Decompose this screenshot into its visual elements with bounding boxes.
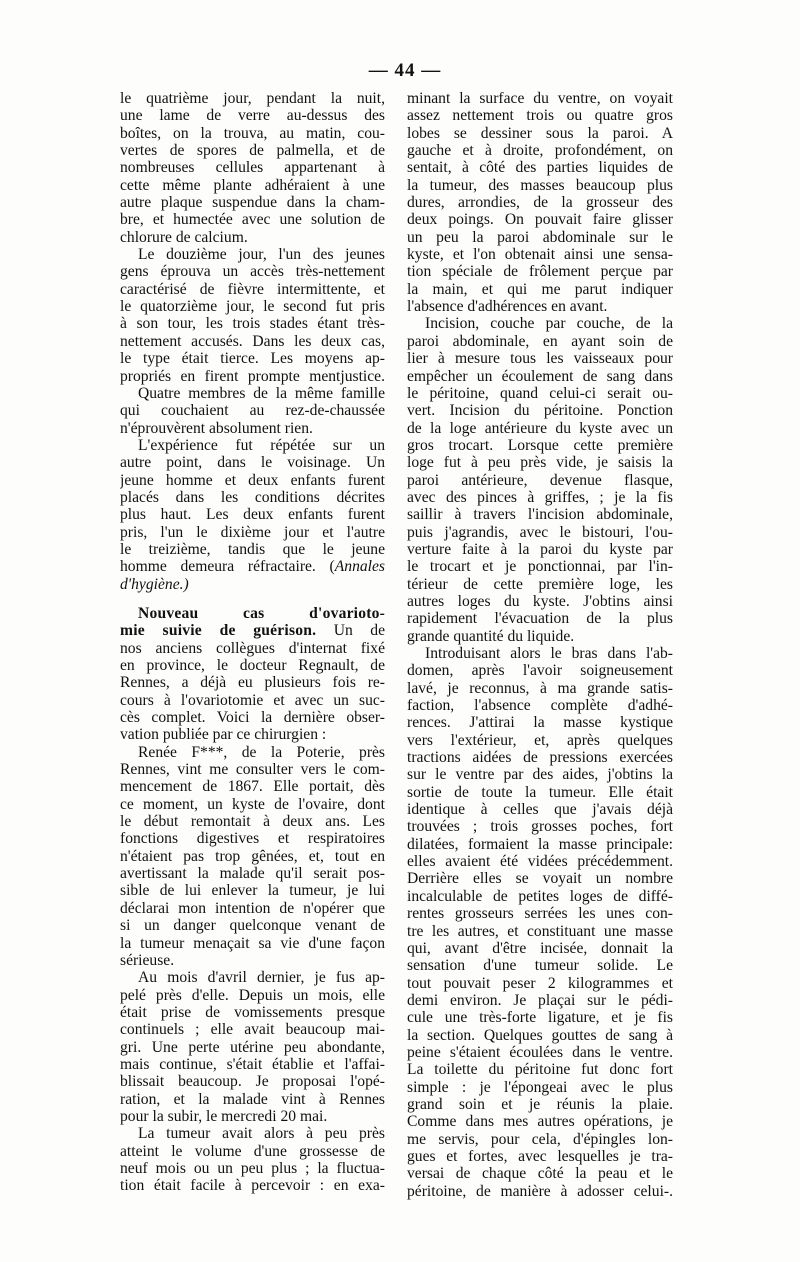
text-line: grand soin et je réunis la plaie. — [407, 1095, 673, 1113]
text-line: grande quantité du liquide. — [407, 627, 575, 645]
text-line: bre, et humectée avec une solution de — [120, 211, 385, 229]
text-line: gauche et à droite, profondément, on — [407, 142, 673, 160]
text-line: Nouveau cas d'ovarioto- — [138, 604, 385, 622]
text-line: mais continue, s'était établie et l'affai- — [120, 1055, 385, 1073]
text-line: vers l'extérieur, et, après quelques — [407, 731, 673, 749]
text-line: térieur de cette première loge, les — [407, 575, 673, 593]
text-line: kyste, et l'on obtenait ainsi une sensa- — [407, 246, 673, 264]
text-line: Rennes, vint me consulter vers le com- — [120, 761, 385, 779]
text-line: Renée F***, de la Poterie, près — [138, 743, 385, 761]
text-line: nettement accusés. Dans les deux cas, — [120, 332, 385, 350]
text-line: cule une très-forte ligature, et je fis — [407, 1009, 673, 1027]
text-line: propriés en firent prompte mentjustice. — [120, 367, 385, 385]
text-line: péritoine, de manière à adosser celui-. — [407, 1182, 673, 1200]
text-line: gens éprouva un accès très-nettement — [120, 263, 385, 281]
text-line: Derrière elles se voyait un nombre — [407, 870, 673, 888]
text-line: en province, le docteur Regnault, de — [120, 657, 385, 674]
text-line: sible de lui enlever la tumeur, je lui — [120, 882, 385, 900]
text-line: gros trocart. Lorsque cette première — [407, 436, 673, 454]
text-line: caractérisé de fièvre intermittente, et — [120, 280, 385, 298]
text-line: demi environ. Je plaçai sur le pédi- — [407, 991, 673, 1009]
text-line: Rennes, a déjà eu plusieurs fois re- — [120, 674, 385, 692]
text-line: était prise de vomissements presque — [120, 1003, 385, 1021]
text-line: qui couchaient au rez-de-chaussée — [120, 402, 385, 420]
text-line: empêcher un écoulement de sang dans — [407, 367, 673, 385]
text-line: simple : je l'épongeai avec le plus — [407, 1078, 673, 1096]
text-line: me servis, pour cela, d'épingles lon- — [407, 1130, 673, 1148]
text-line: avertissant la malade qu'il serait pos- — [120, 865, 385, 883]
text-line: si un danger quelconque venant de — [120, 917, 385, 935]
text-line: rences. J'attirai la masse kystique — [407, 714, 673, 732]
text-line: dures, arrondies, de la grosseur des — [407, 194, 673, 212]
text-line: sur le ventre par des aides, j'obtins la — [407, 766, 673, 784]
text-line: atteint le volume d'une grossesse de — [120, 1142, 385, 1160]
paragraph-gap — [120, 593, 385, 605]
text-line: lavé, je reconnus, à ma grande satis- — [407, 679, 673, 697]
text-line: Comme dans mes autres opérations, je — [407, 1113, 673, 1131]
text-line: domen, après l'avoir soigneusement — [407, 662, 673, 680]
text-line: saillir à travers l'incision abdominale, — [407, 506, 673, 524]
text-line: rapidement l'évacuation de la plus — [407, 610, 673, 628]
text-line: le trocart et je ponctionnai, par l'in- — [407, 558, 673, 576]
text-line: la tumeur menaçait sa vie d'une façon — [120, 934, 385, 952]
text-line: le péritoine, quand celui-ci serait ou- — [407, 384, 673, 402]
text-line: mie suivie de guérison. Un de — [120, 622, 385, 640]
text-line: Au mois d'avril dernier, je fus ap- — [138, 969, 385, 987]
text-line: le quatrième jour, pendant la nuit, — [120, 90, 385, 107]
text-line: dilatées, formaient la masse principale: — [407, 835, 673, 853]
text-line: la main, et qui me parut indiquer — [407, 280, 673, 298]
text-line: incalculable de petites loges de diffé- — [407, 887, 673, 905]
text-line: vert. Incision du péritoine. Ponction — [407, 402, 673, 420]
text-line: n'étaient pas trop gênées, et, tout en — [120, 847, 385, 865]
text-line: deux poings. On pouvait faire glisser — [407, 211, 673, 229]
text-line: autre point, dans le voisinage. Un — [120, 454, 385, 472]
page-number: — 44 — — [368, 60, 442, 81]
text-line: pelé près d'elle. Depuis un mois, elle — [120, 986, 385, 1004]
text-line: tout pouvait peser 2 kilogrammes et — [407, 974, 673, 992]
text-line: cette même plante adhéraient à une — [120, 176, 385, 194]
text-line: puis j'agrandis, avec le bistouri, l'ou- — [407, 523, 673, 541]
text-line: ce moment, un kyste de l'ovaire, dont — [120, 795, 385, 813]
text-line: versai de chaque côté la peau et le — [407, 1165, 673, 1183]
text-line: tion était facile à percevoir : en exa- — [120, 1177, 385, 1195]
text-line: homme demeura réfractaire. (Annales — [120, 558, 385, 576]
text-line: une lame de verre au-dessus des — [120, 107, 385, 125]
text-line: n'éprouvèrent absolument rien. — [120, 419, 313, 437]
text-line: cours à l'ovariotomie et avec un suc- — [120, 691, 385, 709]
text-line: continuels ; elle avait beaucoup mai- — [120, 1021, 385, 1039]
text-line: sensation d'une tumeur solide. Le — [407, 957, 673, 975]
text-line: sortie de toute la tumeur. Elle était — [407, 783, 673, 801]
text-line: la tumeur, des masses beaucoup plus — [407, 176, 673, 194]
left-column — [120, 90, 385, 1195]
text-line: Introduisant alors le bras dans l'ab- — [425, 645, 673, 662]
text-line: un peu la paroi abdominale sur le — [407, 228, 673, 246]
text-line: assez nettement trois ou quatre gros — [407, 107, 673, 125]
text-line: minant la surface du ventre, on voyait — [407, 90, 673, 107]
text-line: paroi abdominale, en ayant soin de — [407, 332, 673, 350]
text-line: la section. Quelques gouttes de sang à — [407, 1026, 673, 1044]
text-line: autres loges du kyste. J'obtins ainsi — [407, 592, 673, 610]
text-line: vation publiée par ce chirurgien : — [120, 726, 327, 744]
text-line: rentes grosseurs serrées les unes con- — [407, 905, 673, 923]
text-line: gri. Une perte utérine peu abondante, — [120, 1038, 385, 1056]
text-line: L'expérience fut répétée sur un — [138, 436, 385, 454]
text-line: cès complet. Voici la dernière obser- — [120, 709, 385, 727]
text-line: le début remontait à deux ans. Les — [120, 813, 385, 831]
text-line: identique à celles que j'avais déjà — [407, 801, 673, 819]
text-line: neuf mois ou un peu plus ; la fluctua- — [120, 1159, 385, 1177]
text-line: fonctions digestives et respiratoires — [120, 830, 385, 848]
text-line: pris, l'un le dixième jour et l'autre — [120, 523, 385, 541]
text-line: nombreuses cellules appartenant à — [120, 159, 385, 177]
text-line: lobes se dessiner sous la paroi. A — [407, 124, 673, 142]
text-line: sérieuse. — [120, 951, 175, 969]
text-line: vertes de spores de palmella, et de — [120, 142, 385, 160]
text-line: loge fut à peu près vide, je saisis la — [407, 454, 673, 472]
text-line: le type était tierce. Les moyens ap- — [120, 350, 385, 368]
text-line: Le douzième jour, l'un des jeunes — [138, 246, 385, 264]
text-line: gues et fortes, avec lesquelles je tra- — [407, 1147, 673, 1165]
right-column — [407, 90, 673, 1200]
text-line: le treizième, tandis que le jeune — [120, 540, 385, 558]
text-line: tractions aidées de pressions exercées — [407, 749, 673, 767]
text-line: tre les autres, et constituant une masse — [407, 922, 673, 940]
text-line: trouvées ; trois grosses poches, fort — [407, 818, 673, 836]
text-line: qui, avant d'être incisée, donnait la — [407, 939, 673, 957]
text-line: blissait beaucoup. Je proposai l'opé- — [120, 1073, 385, 1091]
text-line: La tumeur avait alors à peu près — [138, 1125, 385, 1143]
text-line: tion spéciale de frôlement perçue par — [407, 263, 673, 281]
text-line: le quatorzième jour, le second fut pris — [120, 298, 385, 316]
text-line: chlorure de calcium. — [120, 228, 248, 246]
text-line: à son tour, les trois stades étant très- — [120, 315, 385, 333]
text-line: de la loge antérieure du kyste avec un — [407, 419, 673, 437]
text-line: l'absence d'adhérences en avant. — [407, 298, 608, 316]
text-line: faction, l'absence complète d'adhé- — [407, 697, 673, 715]
text-line: La toilette du péritoine fut donc fort — [407, 1061, 673, 1079]
text-line: Incision, couche par couche, de la — [425, 315, 673, 333]
text-line: placés dans les conditions décrites — [120, 488, 385, 506]
text-line: ration, et la malade vint à Rennes — [120, 1090, 385, 1108]
text-line: avec des pinces à griffes, ; je la fis — [407, 488, 673, 506]
text-line: sentait, à côté des parties liquides de — [407, 159, 673, 177]
text-line: elles avaient été vidées précédemment. — [407, 853, 673, 871]
text-line: Quatre membres de la même famille — [138, 384, 385, 402]
text-line: verture faite à la paroi du kyste par — [407, 540, 673, 558]
text-line: lier à mesure tous les vaisseaux pour — [407, 350, 673, 368]
text-line: mencement de 1867. Elle portait, dès — [120, 778, 385, 796]
text-line: peine s'étaient écoulées dans le ventre. — [407, 1043, 673, 1061]
text-line: autre plaque suspendue dans la cham- — [120, 194, 385, 212]
text-line: déclarai mon intention de n'opérer que — [120, 899, 385, 917]
text-line: d'hygiène.) — [120, 575, 189, 593]
text-line: pour la subir, le mercredi 20 mai. — [120, 1107, 328, 1125]
text-line: boîtes, on la trouva, au matin, cou- — [120, 124, 385, 142]
text-line: paroi antérieure, devenue flasque, — [407, 471, 673, 489]
text-line: plus haut. Les deux enfants furent — [120, 506, 385, 524]
text-line: nos anciens collègues d'internat fixé — [120, 639, 385, 657]
text-line: jeune homme et deux enfants furent — [120, 471, 385, 489]
